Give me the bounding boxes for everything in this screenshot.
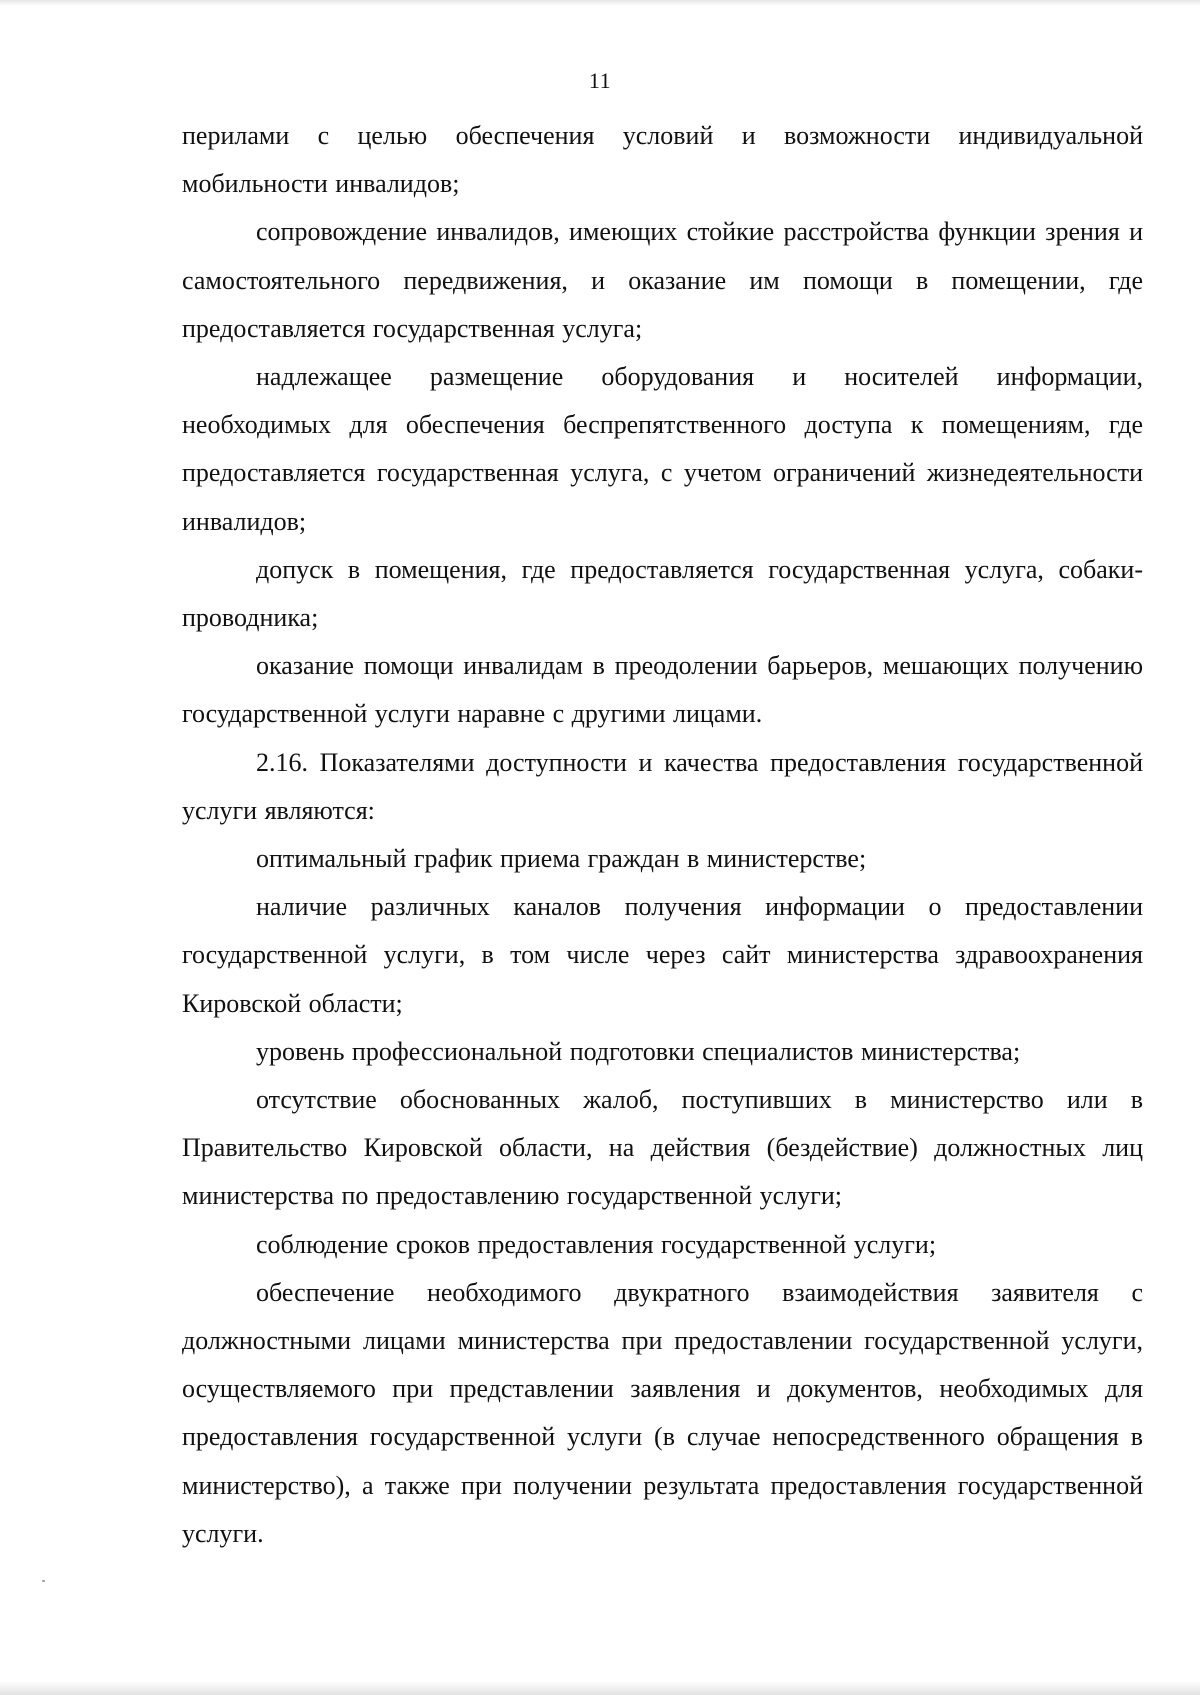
paragraph-deadlines: соблюдение сроков предоставления государственной услуги;	[256, 1229, 937, 1259]
paragraph-guide-dog-access: допуск в помещения, где предоставляется государственная услуга, собаки-проводника;	[182, 554, 1143, 633]
document-body	[182, 112, 1143, 1558]
scan-edge-bottom	[0, 1681, 1200, 1695]
paragraph-escort-visually-impaired: сопровождение инвалидов, имеющих стойкие расстройства функции зрения и самостоятельного передвижения, и оказание им помощи в помещении, где предоставляется государственная услуга;	[182, 217, 1143, 343]
paragraph-barrier-assistance: оказание помощи инвалидам в преодолении барьеров, мешающих получению государственной услуги наравне с другими лицами.	[182, 651, 1143, 729]
paragraph-reception-schedule: оптимальный график приема граждан в министерстве;	[256, 844, 867, 874]
paragraph-section-2-16: 2.16. Показателями доступности и качества предоставления государственной услуги являются:	[182, 747, 1143, 825]
scan-edge-top	[0, 0, 1200, 6]
paragraph-information-channels: наличие различных каналов получения информации о предоставлении государственной услуги, в том числе через сайт министерства здравоохранения Кировской области;	[182, 892, 1143, 1018]
paragraph-no-complaints: отсутствие обоснованных жалоб, поступивших в министерство или в Правительство Кировской области, на действия (бездействие) должностных лиц министерства по предоставлению государственной услуги;	[182, 1085, 1143, 1211]
paragraph-handrails: перилами с целью обеспечения условий и возможности индивидуальной мобильности инвалидов;	[182, 121, 1143, 199]
paragraph-two-fold-interaction: обеспечение необходимого двукратного взаимодействия заявителя с должностными лицами министерства при предоставлении государственной услуги, осуществляемого при представлении заявления и документов, необходимых для предоставления государственной услуги (в случае непосредственного обращения в министерство), а также при получении результата предоставления государственной услуги.	[182, 1277, 1143, 1548]
paragraph-staff-training: уровень профессиональной подготовки специалистов министерства;	[256, 1036, 1021, 1066]
page-number: 11	[588, 68, 612, 93]
paragraph-equipment-placement: надлежащее размещение оборудования и носителей информации, необходимых для обеспечения беспрепятственного доступа к помещениям, где предоставляется государственная услуга, с учетом ограничений жизнедеятельности инвалидов;	[182, 362, 1143, 536]
scan-speck	[42, 1580, 45, 1582]
